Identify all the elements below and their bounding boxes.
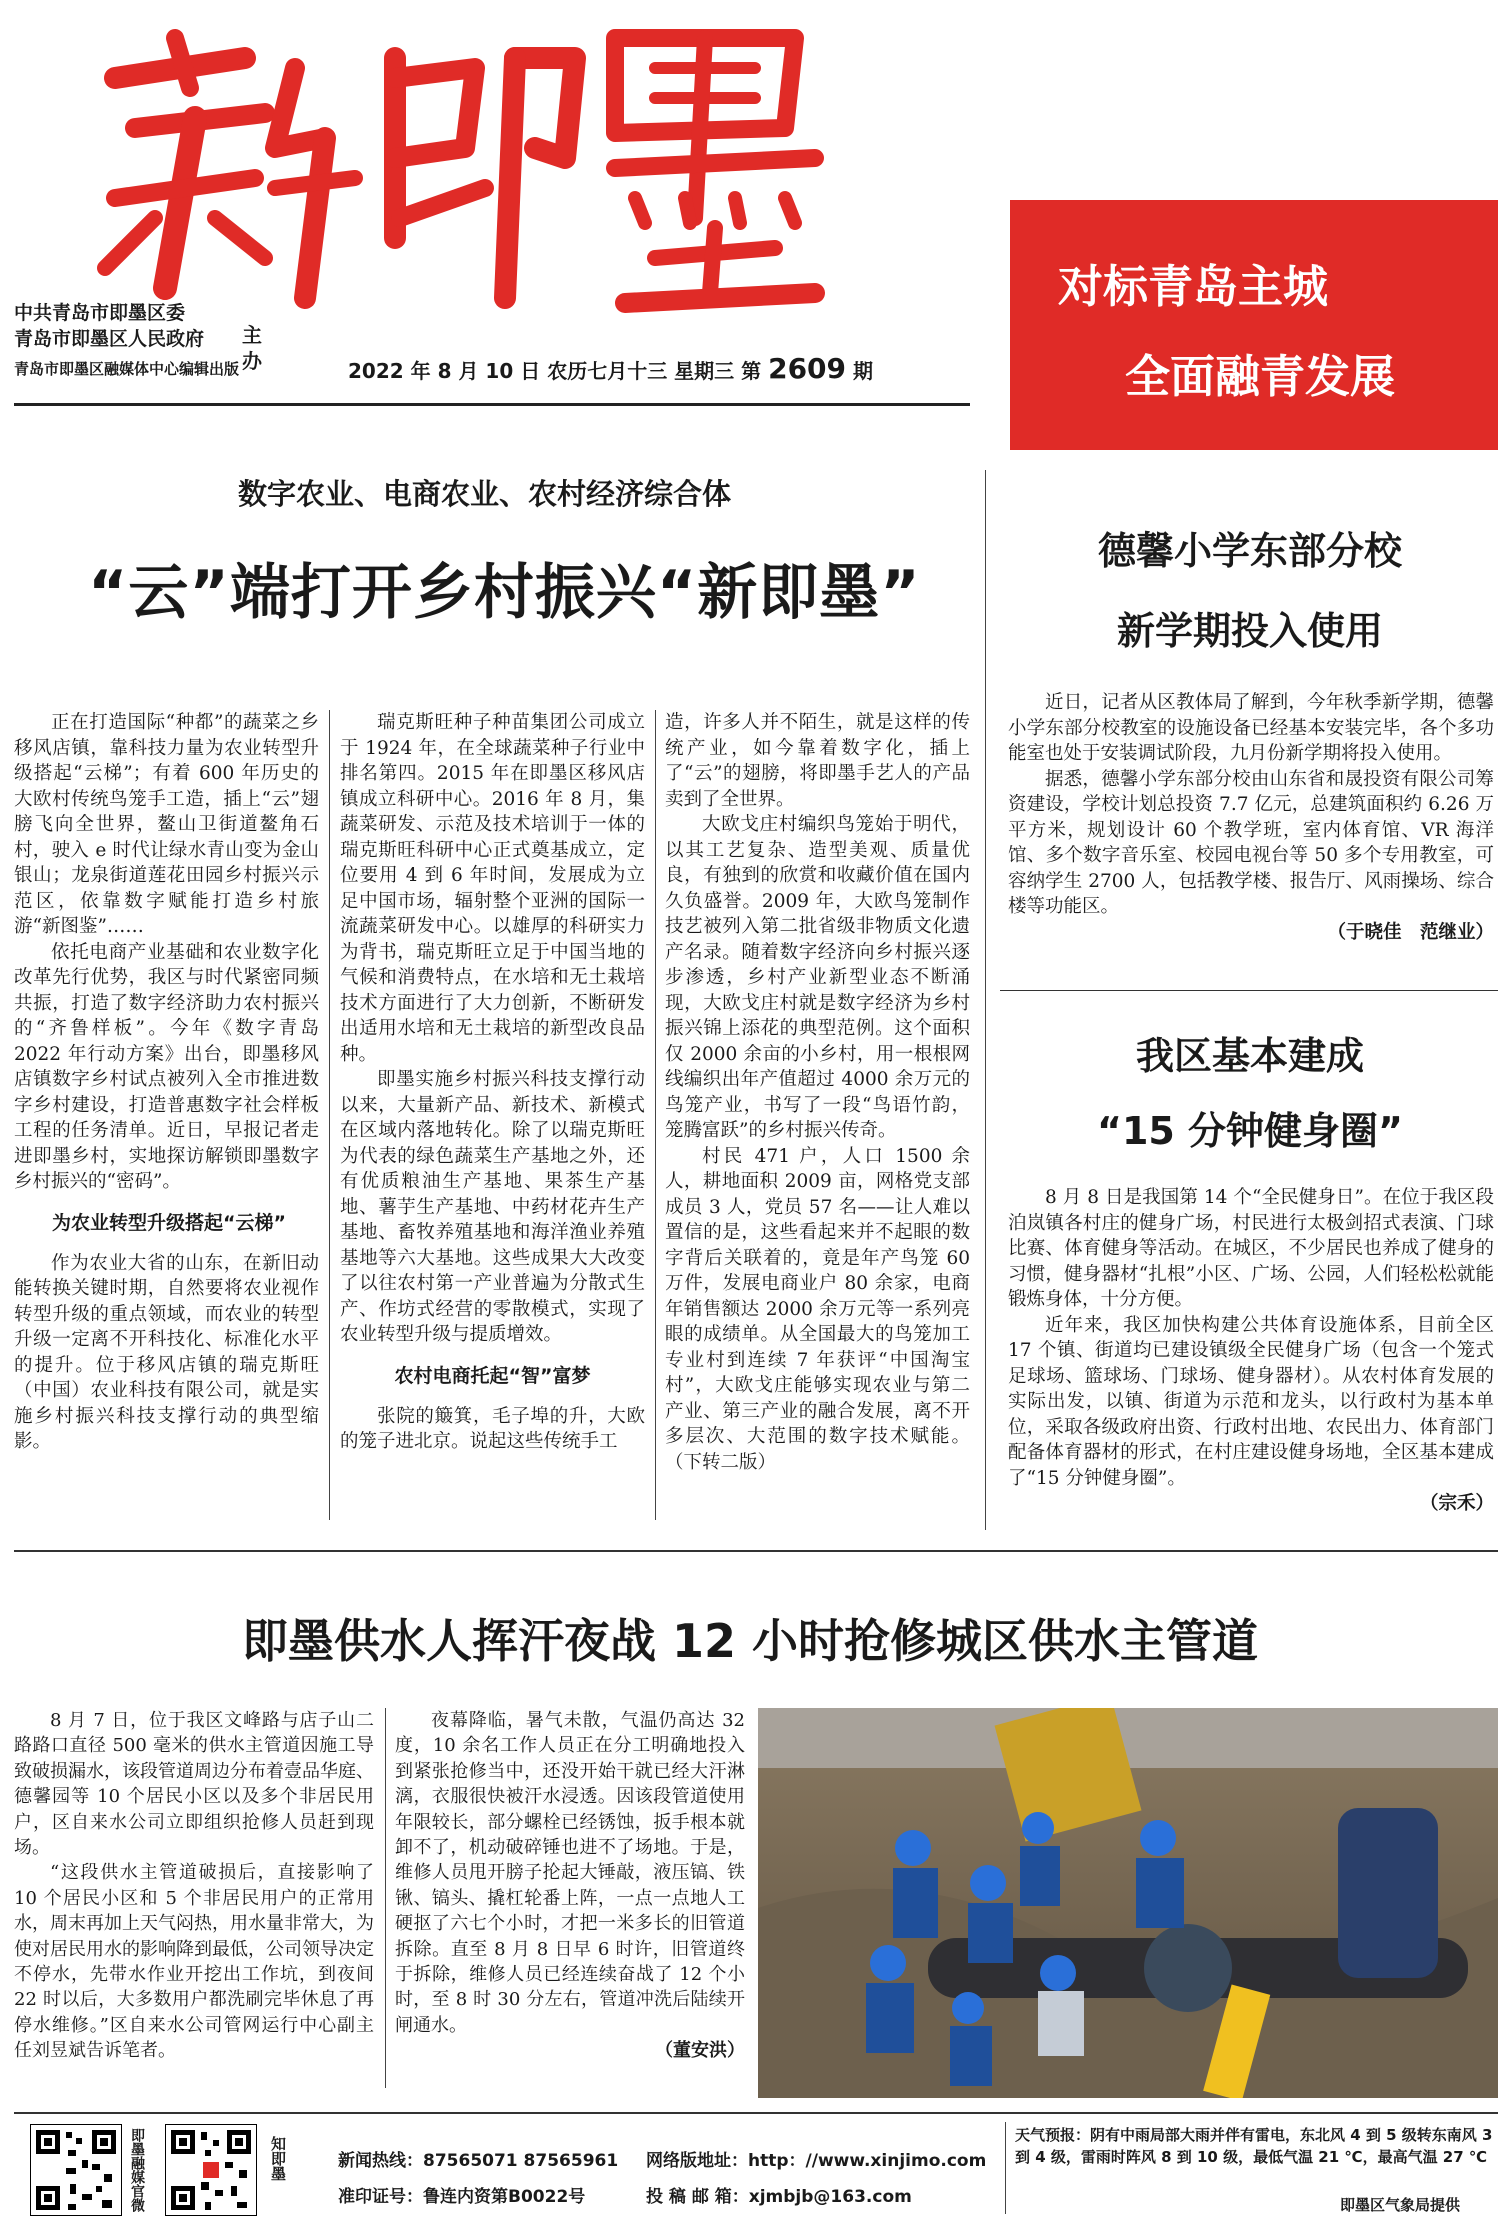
paragraph: 作为农业大省的山东，在新旧动能转换关键时期，自然要将农业视作转型升级的重点领域，而农业的转型升级一定离不开科技化、标准化水平的提升。位于移风店镇的瑞克斯旺（中国）农业科技有限公司，就是实施乡村振兴科技支撑行动的典型缩影。 — [14, 1252, 319, 1452]
column-divider — [329, 710, 330, 1520]
lead-headline: “云”端打开乡村振兴“新即墨” — [88, 558, 921, 628]
footer-rule — [14, 2112, 1498, 2114]
column-divider — [385, 1708, 386, 2088]
byline: （董安洪） — [655, 2040, 745, 2062]
lead-column-2 — [340, 710, 645, 1455]
section-divider — [985, 470, 986, 1530]
website-address[interactable]: 网络版地址：http：//www.xinjimo.com — [646, 2151, 987, 2171]
dateline — [348, 352, 873, 385]
sponsor-suffix: 主办 — [242, 323, 262, 373]
lead-column-1 — [14, 710, 319, 1455]
qr-code-icon — [30, 2124, 122, 2216]
paragraph: 8 月 7 日，位于我区文峰路与店子山二路路口直径 500 毫米的供水主管道因施工导致破损漏水，该段管道周边分布着壹品华庭、德馨园等 10 个居民小区以及多个非居民用户，区自来水公司立即组织抢修人员赶到现场。 — [14, 1710, 374, 1859]
masthead-rule — [14, 403, 970, 406]
lead-kicker: 数字农业、电商农业、农村经济综合体 — [238, 477, 732, 511]
issue-suffix: 期 — [853, 359, 873, 383]
story-divider — [1000, 990, 1498, 991]
school-title-2: 新学期投入使用 — [1116, 609, 1383, 653]
qr-code-icon — [165, 2124, 257, 2216]
footer-divider — [1005, 2122, 1006, 2214]
paragraph: 近日，记者从区教体局了解到，今年秋季新学期，德馨小学东部分校教室的设施设备已经基本安装完毕，各个多功能室也处于安装调试阶段，九月份新学期将投入使用。 — [1008, 692, 1494, 764]
qr-code-2[interactable] — [165, 2124, 257, 2216]
masthead-calligraphy — [95, 18, 835, 318]
paragraph: 造，许多人并不陌生，就是这样的传统产业，如今靠着数字化，插上了“云”的翅膀，将即墨手艺人的产品卖到了全世界。 — [665, 712, 970, 810]
news-hotline: 新闻热线：87565071 87565961 — [338, 2151, 619, 2171]
license-number: 准印证号：鲁连内资第B0022号 — [338, 2187, 586, 2207]
fitness-title-1: 我区基本建成 — [1135, 1034, 1364, 1078]
editor-line: 青岛市即墨区融媒体中心编辑出版 — [14, 360, 240, 378]
paragraph: 近年来，我区加快构建公共体育设施体系，目前全区 17 个镇、街道均已建设镇级全民健身广场（包含一个笼式足球场、篮球场、门球场、健身器材）。从农村体育发展的实际出发，以镇、街道为示范和龙头，以行政村为基本单位，采取各级政府出资、行政村出地、农民出力、体育部门配备体育器材的形式，在村庄建设健身场地，全区基本建成了“15 分钟健身圈”。 — [1008, 1314, 1494, 1489]
fitness-title-2: “15 分钟健身圈” — [1096, 1109, 1404, 1153]
fitness-body — [1008, 1185, 1494, 1517]
repair-scene-image — [758, 1708, 1498, 2098]
school-title-1: 德馨小学东部分校 — [1097, 529, 1402, 573]
slogan-banner — [1010, 200, 1498, 450]
water-column-2 — [395, 1708, 745, 2064]
repair-photo — [758, 1708, 1498, 2098]
slogan-line-1: 对标青岛主城 — [1058, 260, 1329, 313]
column-divider — [655, 710, 656, 1520]
paragraph: 瑞克斯旺种子种苗集团公司成立于 1924 年，在全球蔬菜种子行业中排名第四。2015 年在即墨区移风店镇成立科研中心。2016 年 8 月，集蔬菜研发、示范及技术培训于一体的瑞克斯旺科研中心正式奠基成立，定位要用 4 到 6 年时间，发展成为立足中国市场，辐射整个亚洲的国际一流蔬菜研发中心。以雄厚的科研实力为背书，瑞克斯旺立足于中国当地的气候和消费特点，在水培和无土栽培技术方面进行了大力创新，不断研发出适用水培和无土栽培的新型改良品种。 — [340, 712, 645, 1065]
paragraph: 正在打造国际“种都”的蔬菜之乡移风店镇，靠科技力量为农业转型升级搭起“云梯”；有着 600 年历史的大欧村传统鸟笼手工造，插上“云”翅膀飞向全世界，鳌山卫街道鳌角石村，驶入 e 时代让绿水青山变为金山银山；龙泉街道莲花田园乡村振兴示范区，依靠数字赋能打造乡村旅游“新图鉴”…… — [14, 712, 319, 937]
qr-label-1: 即墨融媒官微 — [129, 2128, 145, 2212]
weather-forecast — [1015, 2124, 1493, 2168]
paragraph: 8 月 8 日是我国第 14 个“全民健身日”。在位于我区段泊岚镇各村庄的健身广场，村民进行太极剑招式表演、门球比赛、体育健身等活动。在城区，不少居民也养成了健身的习惯，健身器材“扎根”小区、广场、公园，人们轻松松就能锻炼身体，十分方便。 — [1008, 1187, 1494, 1310]
subheading: 为农业转型升级搭起“云梯” — [52, 1211, 286, 1234]
issue-number: 2609 — [768, 352, 847, 385]
sponsor-line-2: 青岛市即墨区人民政府 — [14, 328, 205, 350]
byline: （宗禾） — [1419, 1493, 1494, 1514]
paragraph: 张院的簸箕，毛子埠的升，大欧的笼子进北京。说起这些传统手工 — [340, 1405, 645, 1452]
weather-text: 天气预报：阴有中雨局部大雨并伴有雷电，东北风 4 到 5 级转东南风 3 到 4 级，雷雨时阵风 8 到 10 级，最低气温 21 ℃，最高气温 27 ℃ — [1015, 2126, 1493, 2166]
school-body — [1008, 690, 1494, 945]
section-rule — [14, 1550, 1498, 1552]
paragraph: 村民 471 户，人口 1500 余人，耕地面积 2009 亩，网格党支部成员 3 人，党员 57 名——让人难以置信的是，这些看起来并不起眼的数字背后关联着的，竟是年产鸟笼 60 万件，发展电商业户 80 余家，电商年销售额达 2000 余万元等一系列亮眼的成绩单。从全国最大的鸟笼加工专业村到连续 7 年获评“中国淘宝村”，大欧戈庄能够实现农业与第二产业、第三产业的融合发展，离不开多层次、大范围的数字技术赋能。（下转二版） — [665, 1145, 970, 1473]
paragraph: 大欧戈庄村编织鸟笼始于明代，以其工艺复杂、造型美观、质量优良，有独到的欣赏和收藏价值在国内久负盛誉。2009 年，大欧鸟笼制作技艺被列入第二批省级非物质文化遗产名录。随着数字经济向乡村振兴逐步渗透，乡村产业新型业态不断涌现，大欧戈庄村就是数字经济为乡村振兴锦上添花的典型范例。这个面积仅 2000 余亩的小乡村，用一根根网线编织出年产值超过 4000 余万元的鸟笼产业，书写了一段“鸟语竹韵，笼腾富跃”的乡村振兴传奇。 — [665, 814, 970, 1141]
sponsor-line-1: 中共青岛市即墨区委 — [14, 302, 186, 324]
paragraph: “这段供水主管道破损后，直接影响了 10 个居民小区和 5 个非居民用户的正常用水，周末再加上天气闷热，用水量非常大，为使对居民用水的影响降到最低，公司领导决定不停水，先带水作业开挖出工作坑，到夜间 22 时以后，大多数用户都洗刷完毕休息了再停水维修。”区自来水公司管网运行中心副主任刘昱斌告诉笔者。 — [14, 1862, 374, 2062]
masthead-logo — [95, 18, 835, 318]
qr-code-1[interactable] — [30, 2124, 122, 2216]
water-headline: 即墨供水人挥汗夜战 12 小时抢修城区供水主管道 — [241, 1614, 1259, 1668]
slogan-line-2: 全面融青发展 — [1125, 350, 1396, 403]
weather-source: 即墨区气象局提供 — [1340, 2196, 1461, 2214]
paragraph: 即墨实施乡村振兴科技支撑行动以来，大量新产品、新技术、新模式在区域内落地转化。除了以瑞克斯旺为代表的绿色蔬菜生产基地之外，还有优质粮油生产基地、果茶生产基地、薯芋生产基地、中药材花卉生产基地、畜牧养殖基地和海洋渔业养殖基地等六大基地。这些成果大大改变了以往农村第一产业普遍为分散式生产、作坊式经营的零散模式，实现了农业转型升级与提质增效。 — [340, 1069, 645, 1345]
paragraph: 依托电商产业基础和农业数字化改革先行优势，我区与时代紧密同频共振，打造了数字经济助力农村振兴的“齐鲁样板”。今年《数字青岛 2022 年行动方案》出台，即墨移风店镇数字乡村试点被列入全市推进数字乡村建设，打造普惠数字社会样板工程的任务清单。近日，早报记者走进即墨乡村，实地探访解锁即墨数字乡村振兴的“密码”。 — [14, 941, 319, 1192]
qr-label-2: 知即墨 — [269, 2136, 287, 2181]
sponsor-block — [14, 300, 262, 382]
paragraph: 据悉，德馨小学东部分校由山东省和晟投资有限公司筹资建设，学校计划总投资 7.7 亿元，总建筑面积约 6.26 万平方米，规划设计 60 个教学班，室内体育馆、VR 海洋馆、多个数字音乐室、校园电视台等 50 多个专用教室，可容纳学生 2700 人，包括教学楼、报告厅、风雨操场、综合楼等功能区。 — [1008, 768, 1494, 917]
subheading: 农村电商托起“智”富梦 — [394, 1364, 591, 1387]
byline: （于晓佳 范继业） — [1327, 921, 1494, 943]
water-column-1 — [14, 1708, 374, 2064]
date-text: 2022 年 8 月 10 日 农历七月十三 星期三 第 — [348, 359, 762, 383]
lead-column-3 — [665, 710, 970, 1475]
paragraph: 夜幕降临，暑气未散，气温仍高达 32 度，10 余名工作人员正在分工明确地投入到紧张抢修当中，还没开始干就已经大汗淋漓，衣服很快被汗水浸透。因该段管道使用年限较长，部分螺栓已经锈蚀，扳手根本就卸不了，机动破碎锤也进不了场地。于是，维修人员甩开膀子抡起大锤敲，液压镐、铁锹、镐头、撬杠轮番上阵，一点一点地人工硬抠了六七个小时，才把一米多长的旧管道拆除。直至 8 月 8 日早 6 时许，旧管道终于拆除，维修人员已经连续奋战了 12 个小时，至 8 时 30 分左右，管道冲洗后陆续开闸通水。 — [395, 1710, 745, 2036]
submission-email[interactable]: 投 稿 邮 箱：xjmbjb@163.com — [646, 2187, 912, 2207]
